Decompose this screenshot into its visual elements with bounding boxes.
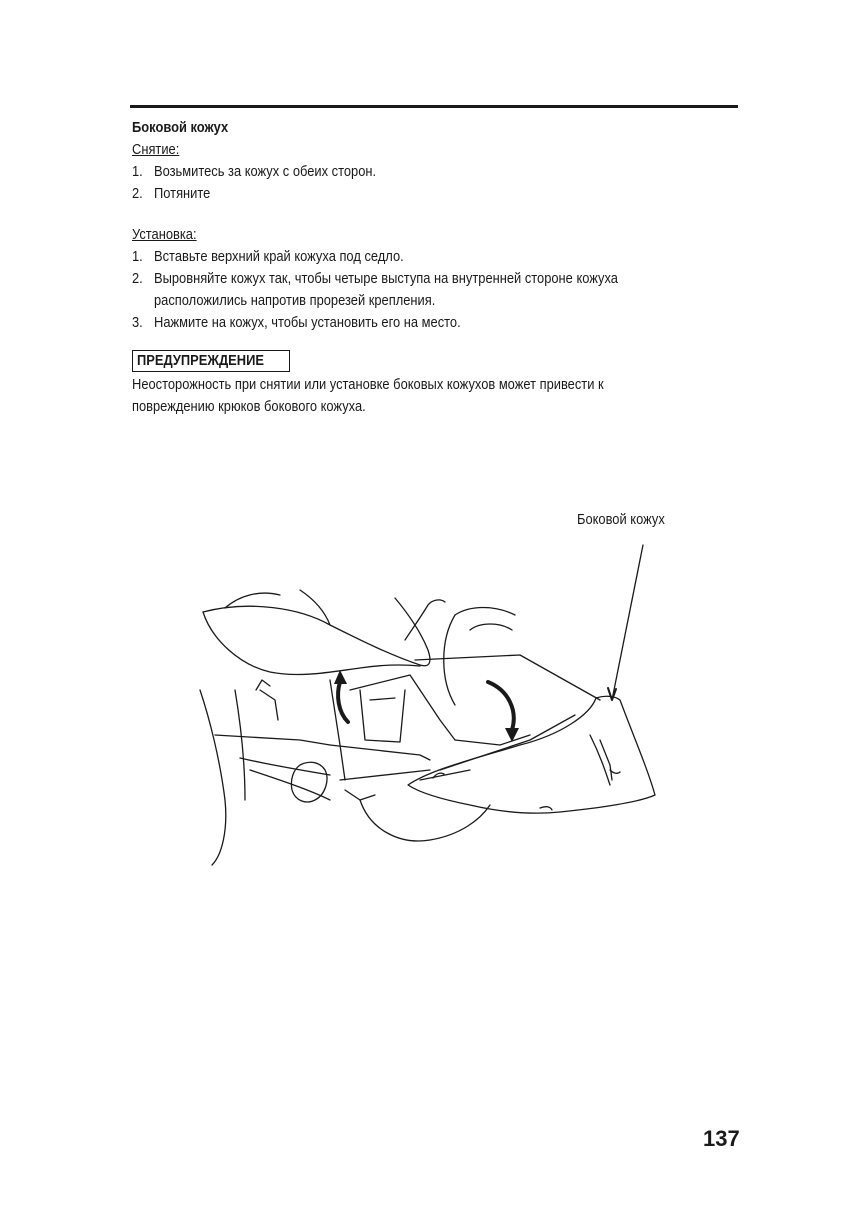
removal-step: 1. Возьмитесь за кожух с обеих сторон.: [132, 163, 377, 180]
installation-heading: Установка:: [132, 226, 197, 243]
removal-heading: Снятие:: [132, 141, 180, 158]
figure-callout: Боковой кожух: [577, 511, 665, 528]
section-title: Боковой кожух: [132, 119, 229, 136]
warning-label: ПРЕДУПРЕЖДЕНИЕ: [132, 350, 290, 372]
wheel-outline: [360, 800, 490, 841]
installation-step: 2. Выровняйте кожух так, чтобы четыре выступа на внутренней стороне кожуха расположились напротив прорезей крепления.: [132, 270, 618, 309]
warning-text: Неосторожность при снятии или установке боковых кожухов может привести к повреждению крюков бокового кожуха.: [132, 376, 604, 415]
installation-step: 3. Нажмите на кожух, чтобы установить его на место.: [132, 314, 461, 331]
callout-arrowhead: [608, 688, 616, 700]
removal-arrow: [338, 682, 348, 722]
removal-step: 2. Потяните: [132, 185, 211, 202]
page-number: 137: [703, 1126, 740, 1151]
frame-left: [200, 690, 226, 865]
install-arrow: [488, 682, 514, 730]
seat-outline: [203, 598, 430, 666]
callout-leader-line: [612, 545, 643, 700]
side-cover-panel: [408, 696, 655, 813]
installation-step: 1. Вставьте верхний край кожуха под седло.: [132, 248, 404, 265]
